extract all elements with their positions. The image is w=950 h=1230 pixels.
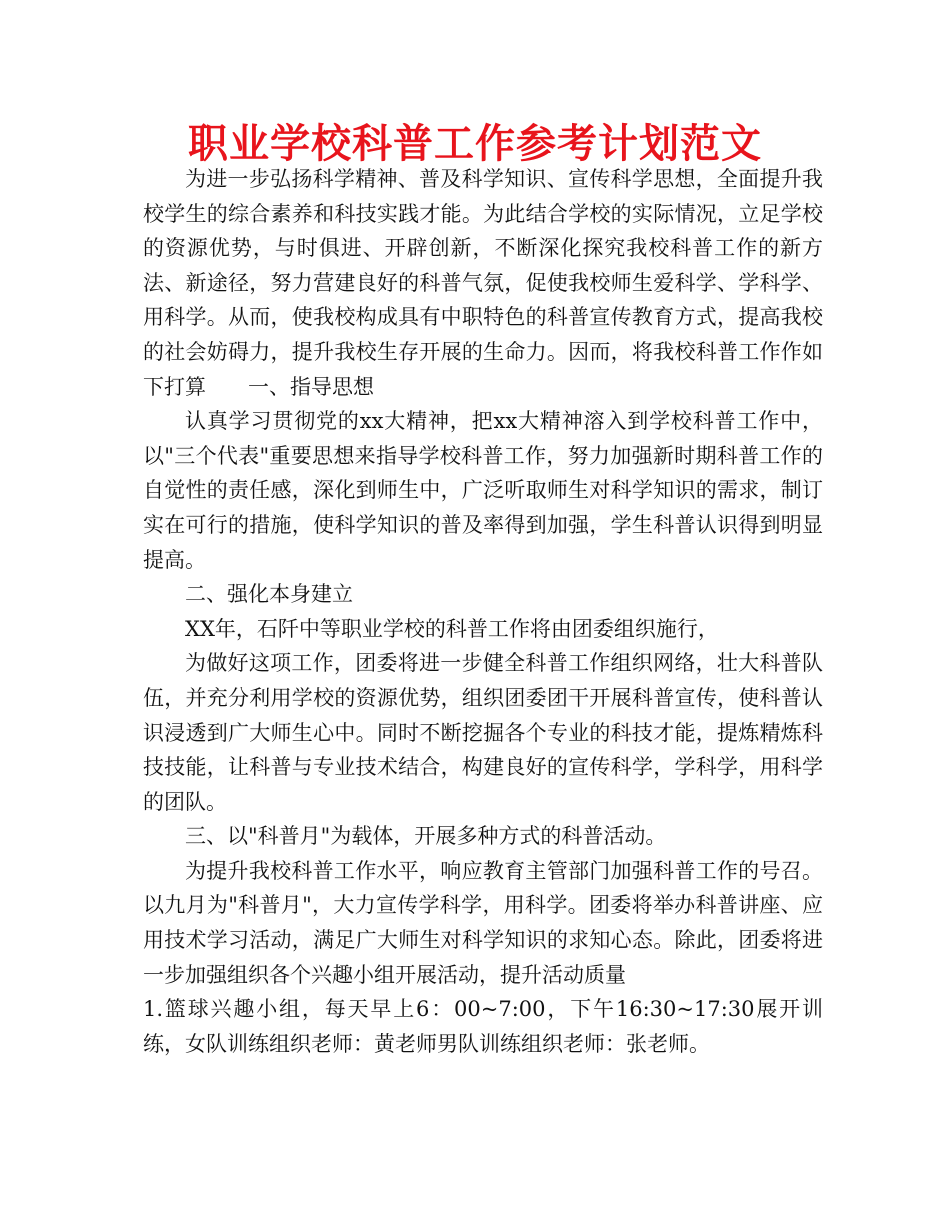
paragraph-basketball-group: 1.篮球兴趣小组，每天早上6：00~7:00，下午16:30~17:30展开训练，女队训练组织老师：黄老师男队训练组织老师：张老师。 — [143, 997, 823, 1056]
document-body — [143, 162, 823, 1061]
paragraph-guiding-thought: 认真学习贯彻党的xx大精神，把xx大精神溶入到学校科普工作中，以"三个代表"重要思想来指导学校科普工作，努力加强新时期科普工作的自觉性的责任感，深化到师生中，广泛听取师生对科学知识的需求，制订实在可行的措施，使科学知识的普及率得到加强，学生科普认识得到明显提高。 — [143, 409, 823, 572]
document-title: 职业学校科普工作参考计划范文 — [188, 121, 762, 167]
paragraph-intro: 为进一步弘扬科学精神、普及科学知识、宣传科学思想，全面提升我校学生的综合素养和科技实践才能。为此结合学校的实际情况，立足学校的资源优势，与时俱进、开辟创新，不断深化探究我校科普工作的新方法、新途径，努力营建良好的科普气氛，促使我校师生爱科学、学科学、用科学。从而，使我校构成具有中职特色的科普宣传教育方式，提高我校的社会妨碍力，提升我校生存开展的生命力。因而，将我校科普工作作如下打算 一、指导思想 — [143, 167, 823, 399]
paragraph-network: 为做好这项工作，团委将进一步健全科普工作组织网络，壮大科普队伍，并充分利用学校的资源优势，组织团委团干开展科普宣传，使科普认识浸透到广大师生心中。同时不断挖掘各个专业的科技才能，提炼精炼科技技能，让科普与专业技术结合，构建良好的宣传科学，学科学，用科学的团队。 — [143, 651, 823, 814]
paragraph-organizer: XX年，石阡中等职业学校的科普工作将由团委组织施行， — [185, 616, 719, 641]
paragraph-science-month: 为提升我校科普工作水平，响应教育主管部门加强科普工作的号召。以九月为"科普月"，大力宣传学科学，用科学。团委将举办科普讲座、应用技术学习活动，满足广大师生对科学知识的求知心态。除此，团委将进一步加强组织各个兴趣小组开展活动，提升活动质量 — [143, 858, 823, 987]
section-heading-science-month: 三、以"科普月"为载体，开展多种方式的科普活动。 — [185, 824, 667, 849]
section-heading-self-building: 二、强化本身建立 — [185, 582, 353, 607]
